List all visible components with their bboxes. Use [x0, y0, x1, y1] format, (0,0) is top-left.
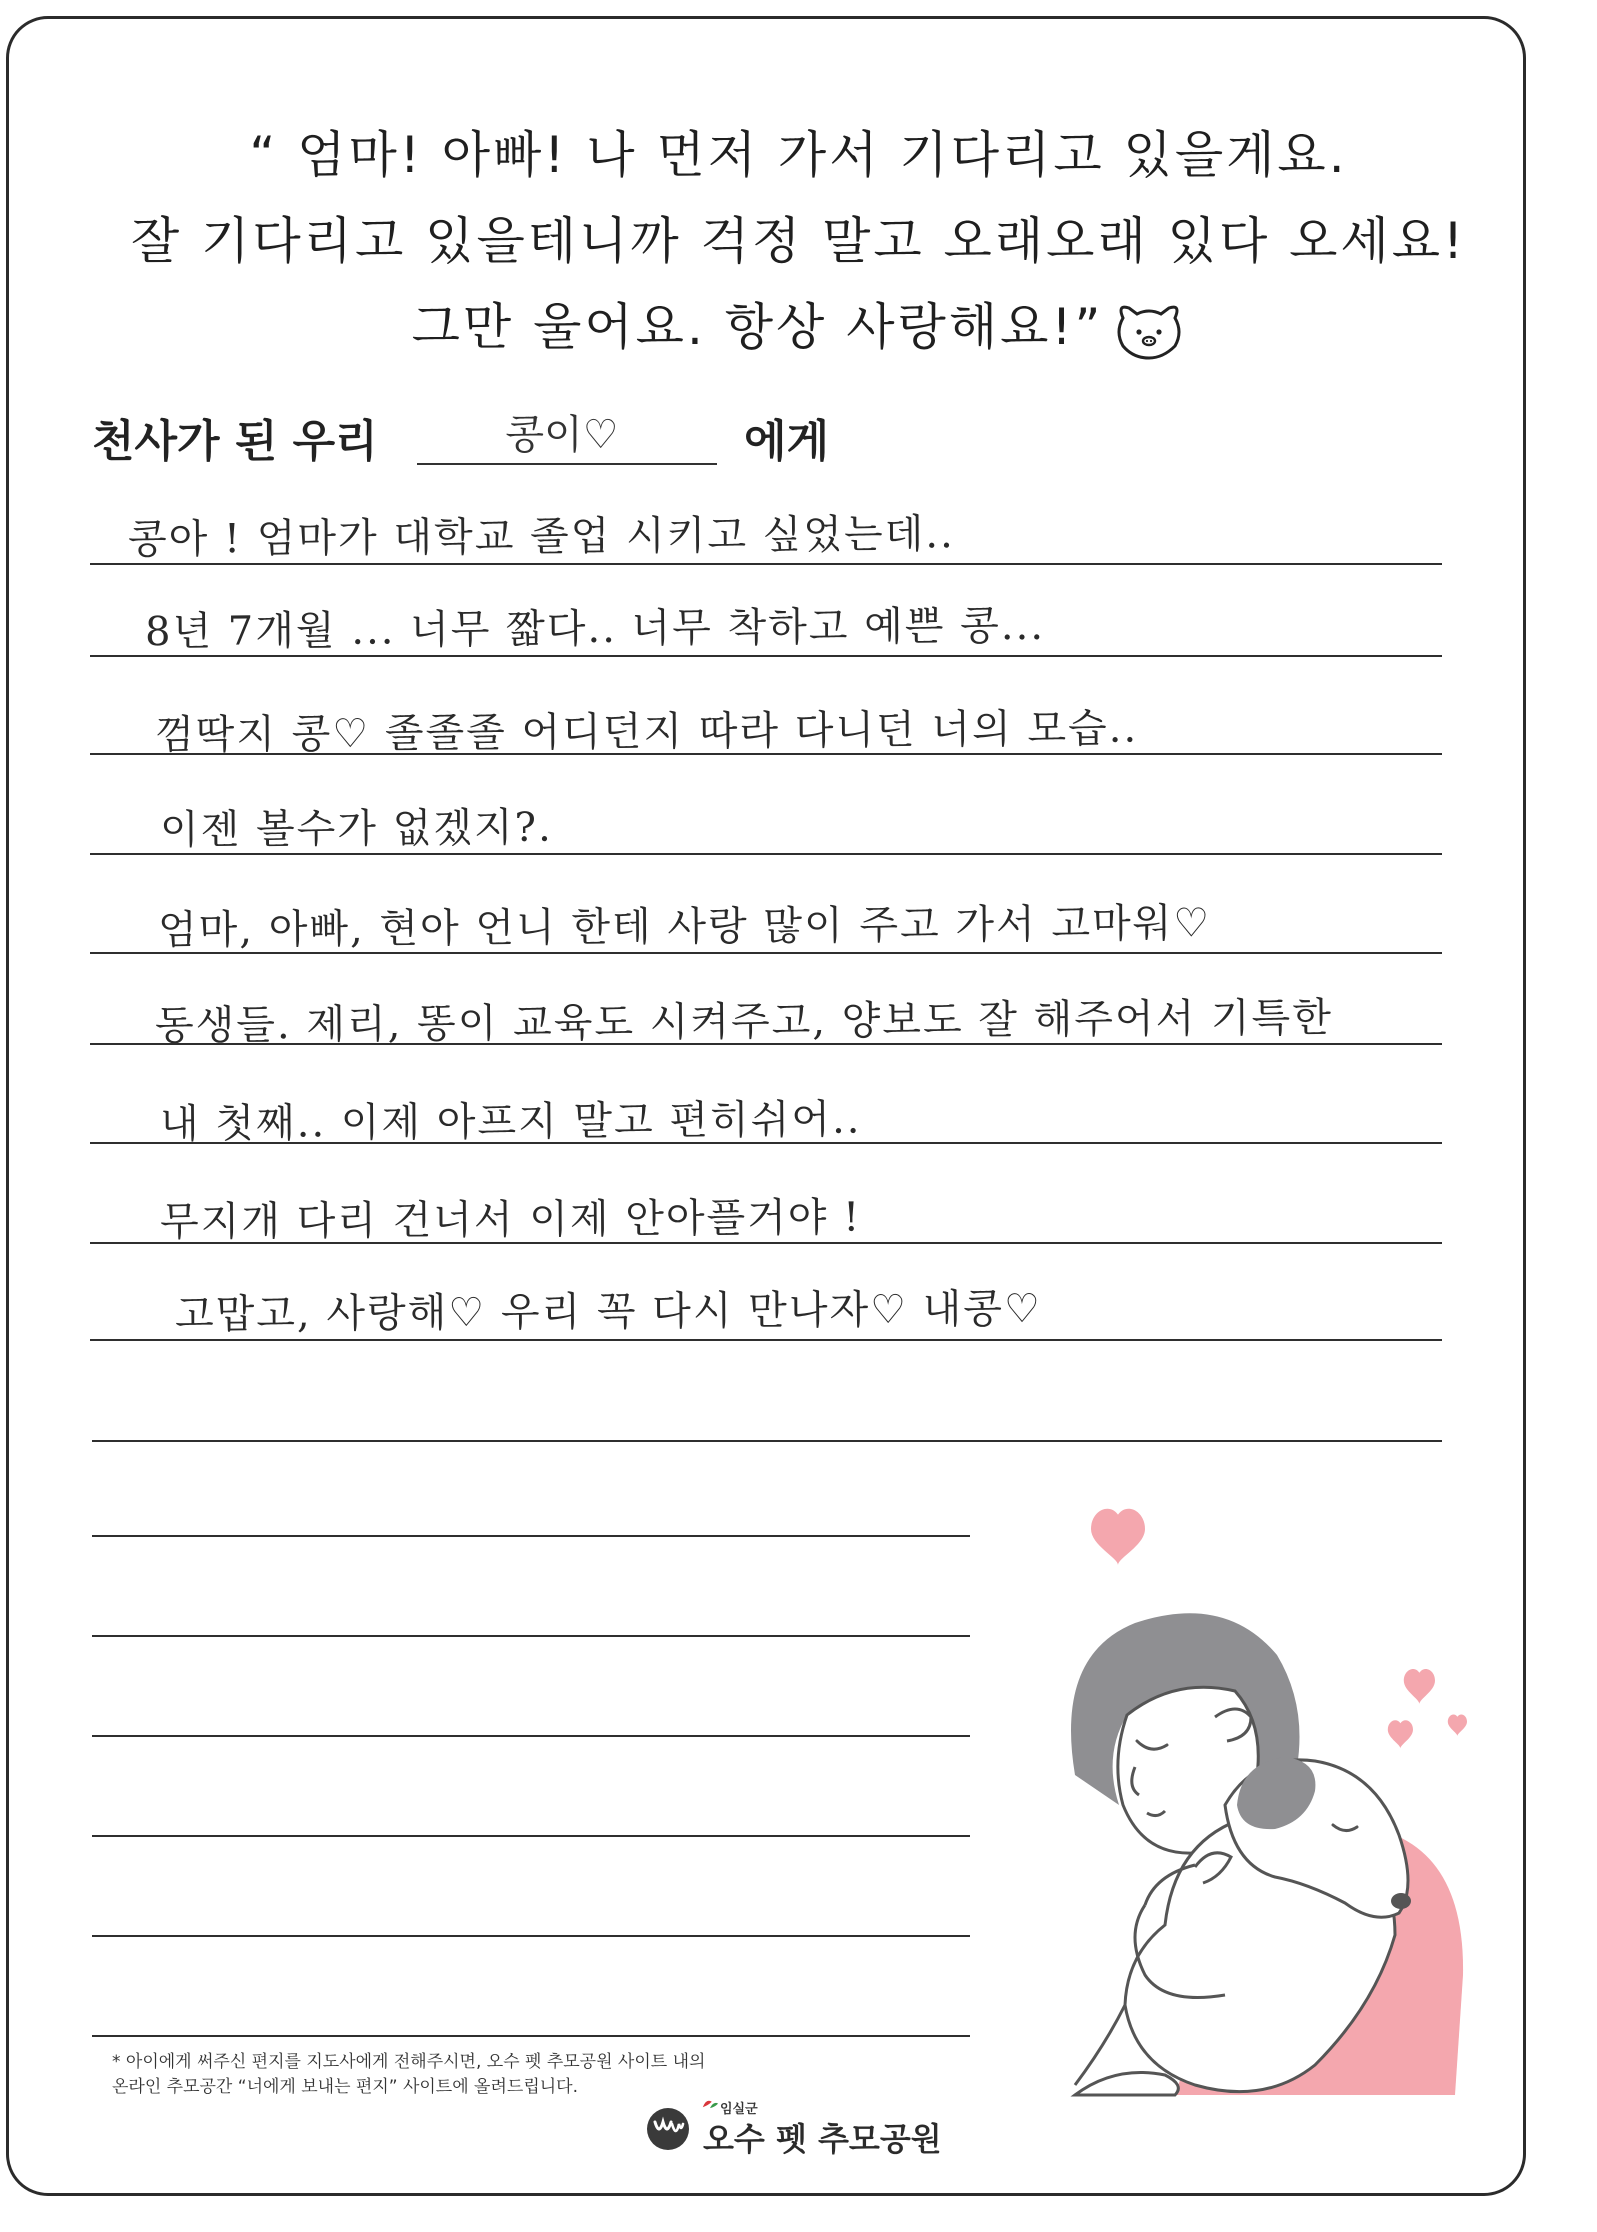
footer-logo — [645, 2098, 945, 2160]
footnote-line-2: 온라인 추모공간 “너에게 보내는 편지” 사이트에 올려드립니다. — [112, 2077, 578, 2097]
footnote-line-1: * 아이에게 써주신 편지를 지도사에게 전해주시면, 오수 펫 추모공원 사이트 내의 — [112, 2052, 706, 2072]
letter-line-5: 엄마, 아빠, 현아 언니 한테 사랑 많이 주고 가서 고마워♡ — [157, 900, 1212, 954]
recipient-prefix: 천사가 된 우리 — [92, 416, 378, 467]
ruled-line-10 — [92, 1440, 1442, 1442]
ruled-line-4 — [90, 853, 1442, 855]
letter-line-7: 내 첫째.. 이제 아프지 말고 편히쉬어.. — [159, 1096, 862, 1148]
heart-icon — [1448, 1714, 1467, 1736]
quote-line-1: “ 엄마! 아빠! 나 먼저 가서 기다리고 있을게요. — [249, 126, 1348, 184]
heart-icon — [1404, 1669, 1435, 1704]
ruled-line-14 — [92, 1835, 970, 1837]
heart-icon — [1388, 1720, 1413, 1748]
footnote — [112, 2050, 705, 2100]
footer-logo-sub: 임실군 — [720, 2102, 758, 2117]
ruled-line-6 — [90, 1043, 1442, 1045]
letter-line-4: 이젠 볼수가 없겠지?. — [159, 804, 553, 854]
letter-line-8: 무지개 다리 건너서 이제 안아플거야 ! — [159, 1194, 862, 1246]
heart-icon — [1091, 1509, 1145, 1565]
footer-logo-name: 오수 펫 추모공원 — [703, 2120, 942, 2158]
letter-line-6: 동생들. 제리, 똥이 교육도 시켜주고, 양보도 잘 해주어서 기특한 — [154, 994, 1334, 1050]
ruled-line-12 — [92, 1635, 970, 1637]
letter-line-1: 콩아 ! 엄마가 대학교 졸업 시키고 싶었는데.. — [127, 511, 955, 563]
ruled-line-15 — [92, 1935, 970, 1937]
paw-logo-icon — [645, 2106, 691, 2152]
ruled-line-16 — [92, 2035, 970, 2037]
ruled-line-7 — [90, 1142, 1442, 1144]
recipient-suffix: 에게 — [744, 416, 830, 467]
letter-line-3: 껌딱지 콩♡ 졸졸졸 어디던지 따라 다니던 너의 모습.. — [154, 705, 1139, 759]
recipient-name-underline — [417, 463, 717, 465]
letter-line-9: 고맙고, 사랑해♡ 우리 꼭 다시 만나자♡ 내콩♡ — [174, 1285, 1043, 1339]
header-quote — [0, 112, 1597, 370]
ruled-line-1 — [90, 563, 1442, 565]
letter-line-2: 8년 7개월 ... 너무 짧다.. 너무 착하고 예쁜 콩... — [144, 602, 1046, 656]
ruled-line-13 — [92, 1735, 970, 1737]
ruled-line-9 — [90, 1339, 1442, 1341]
ruled-line-2 — [90, 655, 1442, 657]
ruled-line-5 — [90, 952, 1442, 954]
ruled-line-8 — [90, 1242, 1442, 1244]
leaf-mark-icon — [701, 2098, 719, 2111]
quote-line-3: 그만 울어요. 항상 사랑해요!” — [0, 284, 1597, 370]
quote-line-2: 잘 기다리고 있을테니까 걱정 말고 오래오래 있다 오세요! — [130, 212, 1467, 270]
dog-face-icon — [1113, 300, 1185, 362]
ruled-line-3 — [90, 753, 1442, 755]
recipient-line — [92, 405, 992, 475]
ruled-line-11 — [92, 1535, 970, 1537]
woman-hugging-dog-illustration — [1015, 1505, 1485, 2105]
recipient-name: 콩이♡ — [505, 412, 619, 458]
